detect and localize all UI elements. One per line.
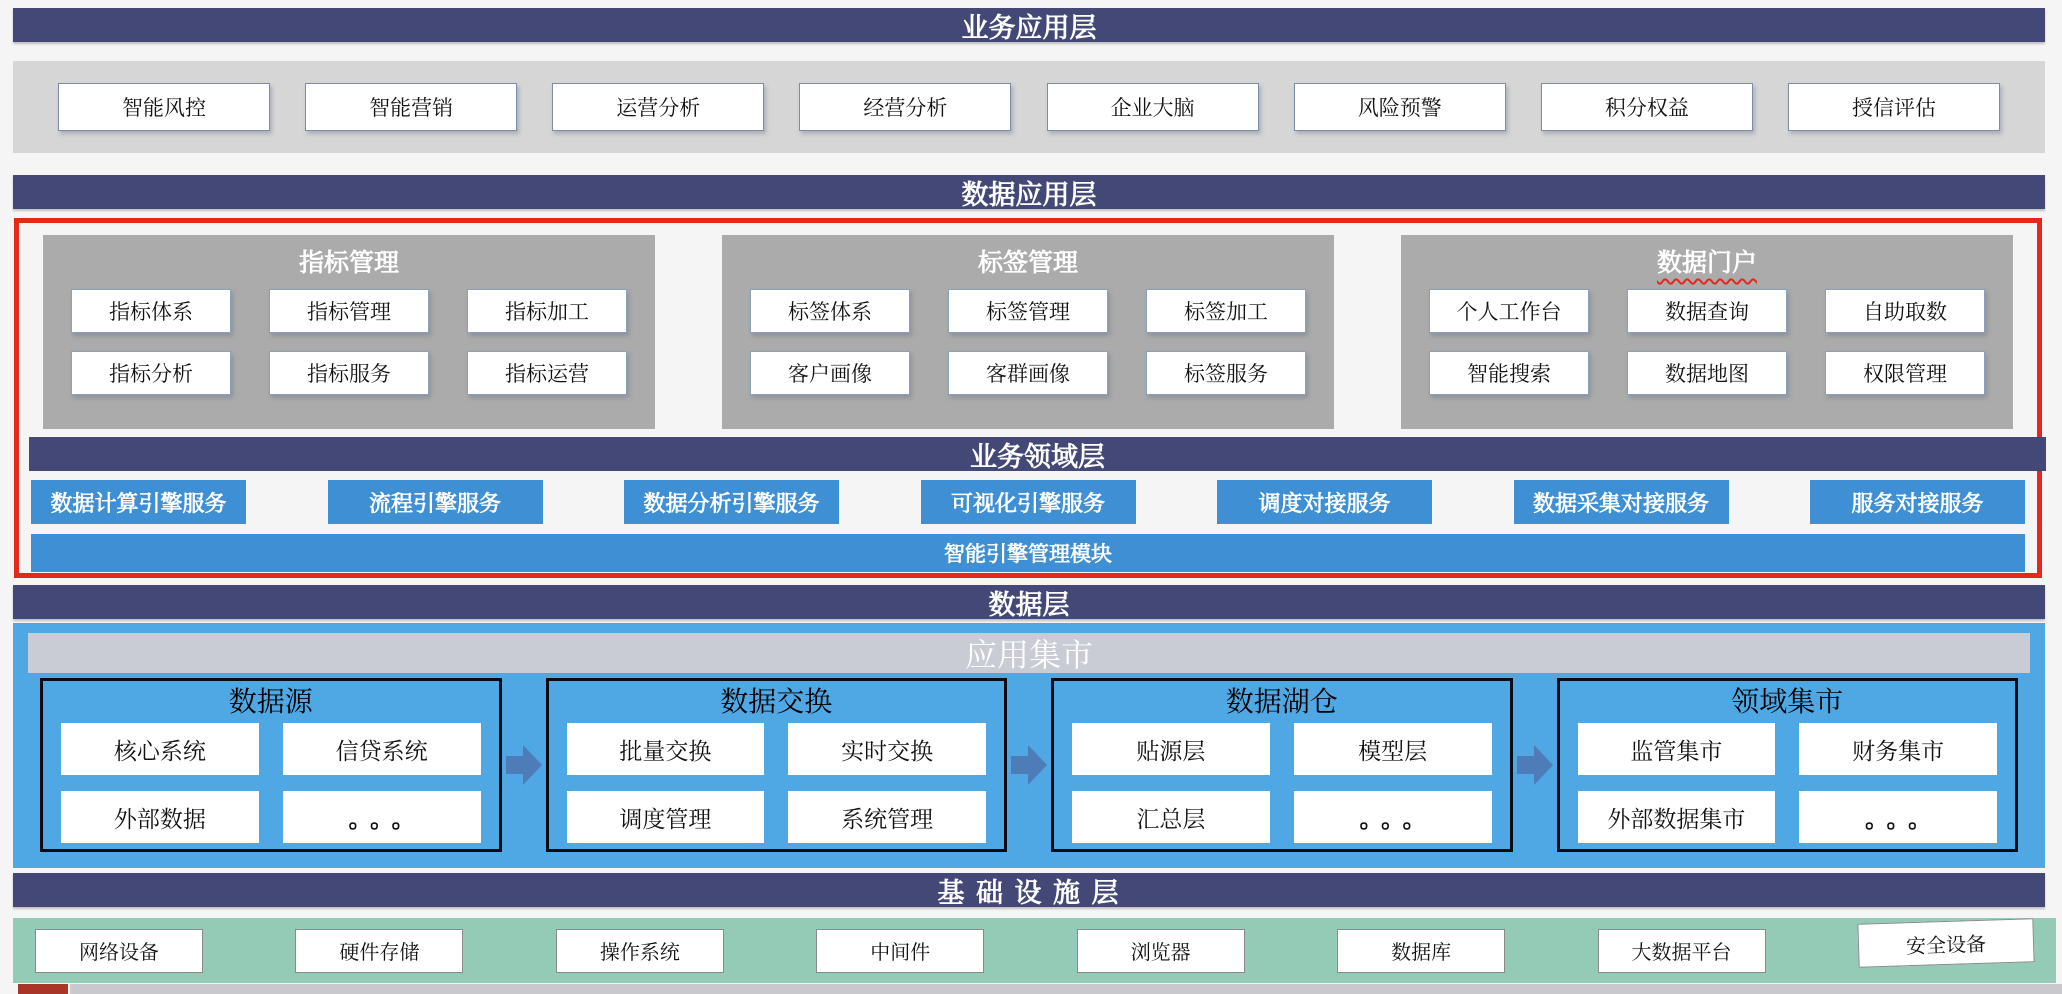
flow-arrow-icon <box>1513 678 1557 852</box>
panel-item: 客户画像 <box>750 351 910 395</box>
layer-header-infrastructure: 基 础 设 施 层 <box>13 873 2045 907</box>
infrastructure-box: 数据库 <box>1337 929 1505 973</box>
infrastructure-box: 安全设备 <box>1857 918 2034 968</box>
infrastructure-box: 浏览器 <box>1077 929 1245 973</box>
panel-item: 指标加工 <box>467 289 627 333</box>
layer-header-data-layer: 数据层 <box>13 585 2045 619</box>
data-layer-section <box>13 623 2045 868</box>
group-item-ellipsis: 。。。 <box>283 791 481 843</box>
engine-services-row <box>31 480 2025 524</box>
business-app-box: 运营分析 <box>552 83 764 131</box>
bottom-gray-strip <box>70 984 2062 994</box>
group-data-lakehouse <box>1051 678 1513 852</box>
group-title: 数据源 <box>228 687 313 718</box>
infrastructure-box: 硬件存储 <box>295 929 463 973</box>
panel-item: 指标分析 <box>71 351 231 395</box>
group-item: 调度管理 <box>567 791 765 843</box>
group-item: 监管集市 <box>1578 723 1776 775</box>
group-item-ellipsis: 。。。 <box>1294 791 1492 843</box>
panel-item: 数据地图 <box>1627 351 1787 395</box>
engine-service-box: 数据计算引擎服务 <box>31 480 246 524</box>
panel-title: 指标管理 <box>298 249 399 277</box>
group-item: 外部数据 <box>61 791 259 843</box>
engine-service-box: 数据分析引擎服务 <box>624 480 839 524</box>
panel-item: 指标体系 <box>71 289 231 333</box>
panel-item: 指标运营 <box>467 351 627 395</box>
infrastructure-box: 大数据平台 <box>1598 929 1766 973</box>
business-app-box: 积分权益 <box>1541 83 1753 131</box>
panel-item: 标签管理 <box>948 289 1108 333</box>
group-data-exchange <box>546 678 1008 852</box>
group-title: 数据交换 <box>720 687 833 718</box>
panel-item: 标签体系 <box>750 289 910 333</box>
layer-header-business-app: 业务应用层 <box>13 8 2045 42</box>
infrastructure-box: 网络设备 <box>35 929 203 973</box>
engine-service-box: 服务对接服务 <box>1810 480 2025 524</box>
engine-service-box: 流程引擎服务 <box>328 480 543 524</box>
engine-management-bar: 智能引擎管理模块 <box>31 534 2025 572</box>
panel-item: 智能搜索 <box>1429 351 1589 395</box>
group-data-source <box>40 678 502 852</box>
engine-service-box: 可视化引擎服务 <box>921 480 1136 524</box>
data-flow-groups <box>40 678 2018 852</box>
panel-title: 标签管理 <box>977 249 1078 277</box>
group-item-ellipsis: 。。。 <box>1799 791 1997 843</box>
panel-item: 标签加工 <box>1146 289 1306 333</box>
business-app-box: 风险预警 <box>1294 83 1506 131</box>
group-item: 实时交换 <box>788 723 986 775</box>
panel-item: 数据查询 <box>1627 289 1787 333</box>
group-domain-mart <box>1557 678 2019 852</box>
panel-indicator-management <box>43 235 655 429</box>
group-item: 贴源层 <box>1072 723 1270 775</box>
engine-service-box: 调度对接服务 <box>1217 480 1432 524</box>
panel-item: 指标服务 <box>269 351 429 395</box>
group-item: 外部数据集市 <box>1578 791 1776 843</box>
infrastructure-band <box>13 918 2056 983</box>
group-item: 财务集市 <box>1799 723 1997 775</box>
red-annotation-rectangle <box>14 218 2042 578</box>
layer-header-business-domain: 业务领域层 <box>29 437 2046 471</box>
group-item: 模型层 <box>1294 723 1492 775</box>
group-item: 汇总层 <box>1072 791 1270 843</box>
business-app-band <box>13 61 2045 153</box>
layer-header-data-app: 数据应用层 <box>13 175 2045 209</box>
group-item: 核心系统 <box>61 723 259 775</box>
panel-item: 客群画像 <box>948 351 1108 395</box>
panel-item: 自助取数 <box>1825 289 1985 333</box>
spellcheck-wavy-underline: 数据门户 <box>1656 249 1757 277</box>
business-app-box: 智能营销 <box>305 83 517 131</box>
business-app-box: 企业大脑 <box>1047 83 1259 131</box>
application-mart-bar: 应用集市 <box>28 633 2030 673</box>
business-app-box: 智能风控 <box>58 83 270 131</box>
panel-title <box>1429 241 1985 285</box>
data-app-panels <box>43 235 2013 429</box>
infrastructure-box: 操作系统 <box>556 929 724 973</box>
flow-arrow-icon <box>502 678 546 852</box>
infrastructure-box: 中间件 <box>816 929 984 973</box>
group-item: 系统管理 <box>788 791 986 843</box>
panel-item: 权限管理 <box>1825 351 1985 395</box>
panel-item: 指标管理 <box>269 289 429 333</box>
panel-data-portal <box>1401 235 2013 429</box>
panel-item: 标签服务 <box>1146 351 1306 395</box>
panel-item: 个人工作台 <box>1429 289 1589 333</box>
bottom-left-red-block <box>18 984 68 994</box>
flow-arrow-icon <box>1007 678 1051 852</box>
engine-service-box: 数据采集对接服务 <box>1514 480 1729 524</box>
group-title: 数据湖仓 <box>1225 687 1338 718</box>
panel-tag-management <box>722 235 1334 429</box>
business-app-box: 授信评估 <box>1788 83 2000 131</box>
group-item: 信贷系统 <box>283 723 481 775</box>
group-item: 批量交换 <box>567 723 765 775</box>
business-app-box: 经营分析 <box>799 83 1011 131</box>
group-title: 领域集市 <box>1731 687 1844 718</box>
